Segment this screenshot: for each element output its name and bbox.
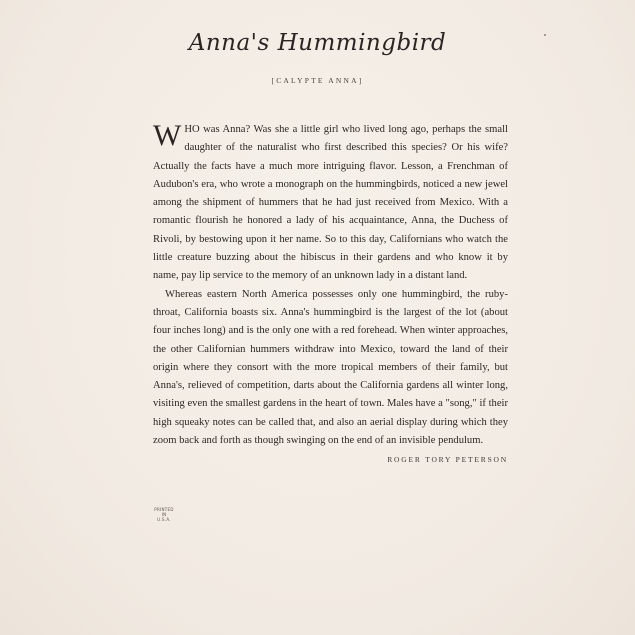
paragraph-2-text: Whereas eastern North America possesses only one hummingbird, the ruby-throat, California boasts six. Anna's hummingbird is the largest of the lot (about four inches long) and is the only one with a red forehead. When winter approaches, the other Californian hummers withdraw into Mexico, toward the land of their origin where they consort with the more tropical members of their family, but Anna's, relieved of competition, darts about the California gardens all winter long, visiting even the smallest gardens in the heart of town. Males have a "song," if their high squeaky notes can be called that, and also an aerial display during which they zoom back and forth as though swinging on the end of an invisible pendulum.: [153, 288, 508, 447]
drop-cap: W: [153, 119, 182, 152]
paragraph-2: [153, 286, 508, 465]
printed-mark-line-3: U.S.A.: [157, 517, 171, 522]
paragraph-1-text: HO was Anna? Was she a little girl who lived long ago, perhaps the small daughter of the naturalist who first described this species? Or his wife? Actually the facts have a much more intriguing flavor. Lesson, a Frenchman of Audubon's era, who wrote a monograph on the hummingbirds, noticed a new jewel among the shipment of hummers that he had just received from Mexico. With a romantic flourish he honored a lady of his acquaintance, Anna, the Duchess of Rivoli, by bestowing upon it her name. So to this day, Californians who watch the little creature buzzing about the hibiscus in their gardens and who know it by name, pay lip service to the memory of an unknown lady in a distant land.: [153, 124, 508, 282]
scientific-name: [CALYPTE ANNA]: [271, 76, 364, 85]
author-signature: ROGER TORY PETERSON: [387, 455, 508, 465]
paper-speck: [544, 34, 546, 36]
article-body: [153, 121, 508, 470]
paragraph-1: [153, 121, 508, 286]
printed-mark-line-1: PRINTED: [154, 507, 174, 512]
page-title: Anna's Hummingbird: [188, 30, 447, 56]
printed-mark-line-2: IN: [161, 512, 167, 517]
printed-in-usa-mark: [152, 507, 176, 522]
